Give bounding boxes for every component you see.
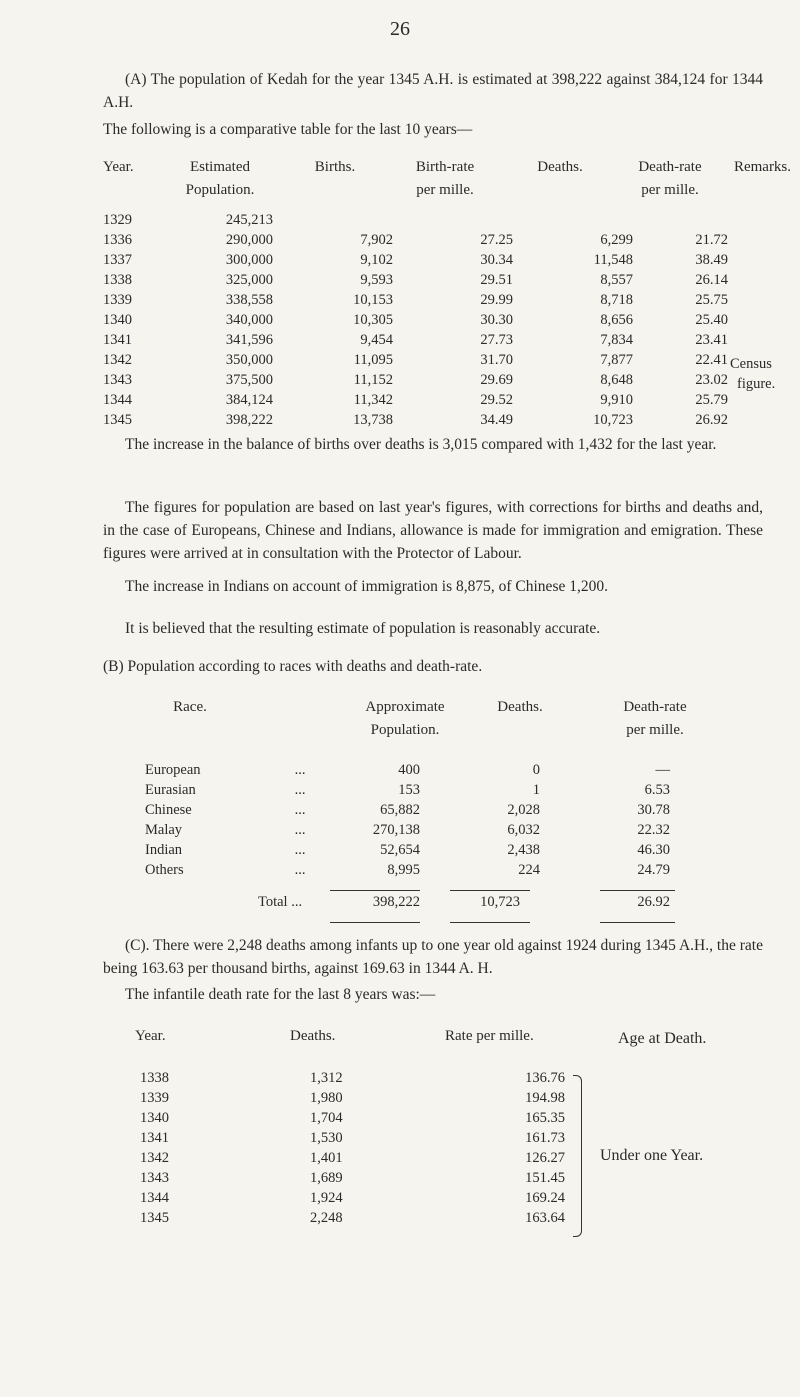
cell-death-rate: 38.49 [695, 252, 728, 268]
cell-births: 11,342 [353, 392, 393, 408]
cell-births: 11,152 [353, 372, 393, 388]
cell-birth-rate: 27.25 [480, 232, 513, 248]
table-row [140, 1190, 565, 1210]
rule-deaths-total [450, 890, 530, 891]
cell-deaths: 1,401 [310, 1150, 343, 1166]
col-race-death-rate-header-1: Death-rate [623, 699, 687, 715]
section-c-para: (C). There were 2,248 deaths among infants up to one year old against 1924 during 1345 A.H., the rate being 163.63 per thousand births, against 169.63 in 1344 A. H. [103, 937, 763, 977]
col-death-rate-header-1: Death-rate [638, 159, 702, 175]
cell-year: 1336 [103, 232, 132, 248]
cell-deaths: 2,248 [310, 1210, 343, 1226]
table-row [103, 212, 728, 232]
cell-population: 375,500 [225, 372, 273, 388]
col-birth-rate-header-1: Birth-rate [415, 159, 475, 175]
cell-race: European [145, 762, 201, 778]
cell-birth-rate: 29.69 [480, 372, 513, 388]
table-row [103, 272, 728, 292]
cell-birth-rate: 30.30 [480, 312, 513, 328]
cell-deaths: 2,028 [507, 802, 540, 818]
cell-year: 1341 [103, 332, 132, 348]
table-row [103, 352, 728, 372]
section-a-lead: The following is a comparative table for the last 10 years— [103, 121, 473, 138]
table-row [103, 392, 728, 412]
cell-deaths: 7,877 [600, 352, 633, 368]
remark-census: Census [730, 356, 772, 372]
cell-year: 1343 [140, 1170, 169, 1186]
cell-population: 65,882 [380, 802, 420, 818]
cell-birth-rate: 34.49 [480, 412, 513, 428]
cell-death-rate [633, 212, 728, 232]
cell-year: 1344 [103, 392, 132, 408]
cell-year: 1342 [103, 352, 132, 368]
race-table [145, 762, 670, 882]
cell-deaths: 6,032 [507, 822, 540, 838]
col-population-header-1: Estimated [190, 159, 250, 175]
table-row [103, 412, 728, 432]
cell-population: 325,000 [225, 272, 273, 288]
table-row [103, 252, 728, 272]
col-infant-rate-header: Rate per mille. [445, 1028, 534, 1044]
col-infant-deaths-header: Deaths. [290, 1028, 336, 1044]
comparative-table [103, 212, 728, 432]
cell-rate: 165.35 [525, 1110, 565, 1126]
section-a-intro: (A) The population of Kedah for the year 1345 A.H. is estimated at 398,222 against 384,124 for 1344 A.H. [103, 71, 763, 111]
col-deaths-header: Deaths. [537, 159, 583, 175]
cell-year: 1342 [140, 1150, 169, 1166]
cell-year: 1345 [140, 1210, 169, 1226]
table-row [140, 1150, 565, 1170]
cell-rate: 169.24 [525, 1190, 565, 1206]
age-under-one-year: Under one Year. [600, 1147, 704, 1164]
cell-deaths: 1,980 [310, 1090, 343, 1106]
rule-deaths-under [450, 922, 530, 923]
cell-death-rate: 24.79 [637, 862, 670, 878]
cell-death-rate: 25.75 [695, 292, 728, 308]
cell-births: 7,902 [360, 232, 393, 248]
cell-death-rate: 30.78 [637, 802, 670, 818]
table-row [145, 822, 670, 842]
cell-year: 1339 [140, 1090, 169, 1106]
cell-population: 350,000 [225, 352, 273, 368]
cell-year: 1338 [140, 1070, 169, 1086]
cell-death-rate: 6.53 [644, 782, 670, 798]
para-increase: The increase in the balance of births over deaths is 3,015 compared with 1,432 for the last year. [125, 436, 717, 453]
infant-death-table [140, 1070, 565, 1230]
cell-births: 9,454 [360, 332, 393, 348]
table-row [145, 862, 670, 882]
cell-death-rate: 23.41 [695, 332, 728, 348]
rule-death-rate-under [600, 922, 675, 923]
cell-deaths: 6,299 [600, 232, 633, 248]
table-row [140, 1090, 565, 1110]
cell-rate: 161.73 [525, 1130, 565, 1146]
cell-rate: 126.27 [525, 1150, 565, 1166]
para-indians: The increase in Indians on account of immigration is 8,875, of Chinese 1,200. [125, 578, 608, 595]
remark-figure: figure. [737, 376, 776, 392]
table-row [103, 312, 728, 332]
cell-birth-rate [393, 212, 513, 232]
cell-birth-rate: 29.51 [480, 272, 513, 288]
table-row [103, 372, 728, 392]
cell-deaths: 7,834 [600, 332, 633, 348]
table-row [103, 332, 728, 352]
table-row [145, 802, 670, 822]
cell-deaths: 1,689 [310, 1170, 343, 1186]
cell-population: 290,000 [225, 232, 273, 248]
col-birth-rate-header-2: per mille. [416, 182, 474, 198]
cell-dots: ... [294, 762, 306, 778]
cell-births: 10,305 [353, 312, 393, 328]
table-row [145, 842, 670, 862]
rule-population-total [330, 890, 420, 891]
cell-year: 1339 [103, 292, 132, 308]
cell-death-rate: 26.14 [695, 272, 728, 288]
cell-deaths: 0 [532, 762, 540, 778]
cell-birth-rate: 31.70 [480, 352, 513, 368]
col-remarks-header: Remarks. [733, 159, 792, 175]
cell-death-rate: 23.02 [695, 372, 728, 388]
cell-year: 1340 [103, 312, 132, 328]
cell-deaths: 8,718 [600, 292, 633, 308]
cell-births: 13,738 [353, 412, 393, 428]
cell-death-rate: 22.41 [695, 352, 728, 368]
cell-rate: 136.76 [525, 1070, 565, 1086]
col-population-header-2: Population. [185, 182, 255, 198]
cell-death-rate: — [655, 762, 670, 778]
page-number: 26 [390, 18, 410, 40]
col-approx-population-header-2: Population. [370, 722, 440, 738]
cell-birth-rate: 29.99 [480, 292, 513, 308]
cell-deaths [513, 212, 633, 232]
cell-death-rate: 21.72 [695, 232, 728, 248]
cell-year: 1344 [140, 1190, 169, 1206]
cell-race: Malay [145, 822, 183, 838]
table-row [103, 232, 728, 252]
cell-deaths: 224 [518, 862, 540, 878]
cell-death-rate: 22.32 [637, 822, 670, 838]
cell-deaths: 9,910 [600, 392, 633, 408]
section-b-heading: (B) Population according to races with deaths and death-rate. [103, 658, 483, 675]
cell-race: Indian [145, 842, 183, 858]
cell-dots: ... [294, 842, 306, 858]
table-row [140, 1110, 565, 1130]
cell-death-rate: 25.79 [695, 392, 728, 408]
cell-year: 1338 [103, 272, 132, 288]
cell-deaths: 10,723 [593, 412, 633, 428]
cell-births [273, 212, 393, 232]
total-deaths: 10,723 [480, 894, 520, 910]
para-believed: It is believed that the resulting estimate of population is reasonably accurate. [125, 620, 601, 637]
cell-dots: ... [294, 862, 306, 878]
cell-population: 300,000 [225, 252, 273, 268]
total-label: Total ... [258, 894, 303, 910]
col-race-death-rate-header-2: per mille. [626, 722, 684, 738]
cell-deaths: 2,438 [507, 842, 540, 858]
cell-deaths: 1 [532, 782, 540, 798]
cell-year: 1329 [103, 212, 132, 228]
cell-population: 340,000 [225, 312, 273, 328]
cell-deaths: 8,557 [600, 272, 633, 288]
cell-population: 384,124 [225, 392, 273, 408]
cell-population: 52,654 [380, 842, 420, 858]
cell-death-rate: 26.92 [695, 412, 728, 428]
cell-birth-rate: 27.73 [480, 332, 513, 348]
cell-population: 8,995 [387, 862, 420, 878]
col-births-header: Births. [314, 159, 356, 175]
cell-deaths: 11,548 [593, 252, 633, 268]
cell-births: 9,593 [360, 272, 393, 288]
rule-population-under [330, 922, 420, 923]
cell-population: 341,596 [225, 332, 273, 348]
cell-deaths: 1,312 [310, 1070, 343, 1086]
cell-year: 1343 [103, 372, 132, 388]
col-year-header: Year. [103, 159, 134, 175]
table-row [145, 762, 670, 782]
para-figures: The figures for population are based on last year's figures, with corrections for births and deaths and, in the case of Europeans, Chinese and Indians, allowance is made for immigration and emigration. These figures were arrived at in consultation with the Protector of Labour. [103, 499, 763, 562]
cell-death-rate: 46.30 [637, 842, 670, 858]
table-row [140, 1170, 565, 1190]
col-race-deaths-header: Deaths. [497, 699, 543, 715]
cell-deaths: 8,656 [600, 312, 633, 328]
cell-population: 245,213 [225, 212, 273, 228]
cell-deaths: 1,924 [310, 1190, 343, 1206]
col-age-at-death-header: Age at Death. [618, 1030, 707, 1047]
rule-death-rate-total [600, 890, 675, 891]
section-c-lead: The infantile death rate for the last 8 years was:— [125, 986, 436, 1003]
table-row [140, 1070, 565, 1090]
cell-population: 398,222 [225, 412, 273, 428]
cell-deaths: 8,648 [600, 372, 633, 388]
table-row [140, 1210, 565, 1230]
cell-dots: ... [294, 822, 306, 838]
cell-year: 1337 [103, 252, 132, 268]
cell-population: 400 [398, 762, 420, 778]
cell-rate: 163.64 [525, 1210, 565, 1226]
cell-rate: 194.98 [525, 1090, 565, 1106]
cell-population: 338,558 [225, 292, 273, 308]
cell-births: 11,095 [353, 352, 393, 368]
cell-rate: 151.45 [525, 1170, 565, 1186]
cell-births: 9,102 [360, 252, 393, 268]
cell-dots: ... [294, 782, 306, 798]
cell-race: Others [145, 862, 184, 878]
cell-births: 10,153 [353, 292, 393, 308]
cell-year: 1341 [140, 1130, 169, 1146]
cell-year: 1340 [140, 1110, 169, 1126]
cell-year: 1345 [103, 412, 132, 428]
cell-deaths: 1,530 [310, 1130, 343, 1146]
cell-death-rate: 25.40 [695, 312, 728, 328]
total-population: 398,222 [372, 894, 420, 910]
cell-birth-rate: 29.52 [480, 392, 513, 408]
col-approx-population-header-1: Approximate [365, 699, 445, 715]
col-infant-year-header: Year. [135, 1028, 166, 1044]
cell-population: 270,138 [372, 822, 420, 838]
cell-race: Chinese [145, 802, 192, 818]
cell-birth-rate: 30.34 [480, 252, 513, 268]
cell-race: Eurasian [145, 782, 196, 798]
table-row [140, 1130, 565, 1150]
cell-population: 153 [398, 782, 420, 798]
table-row [103, 292, 728, 312]
cell-deaths: 1,704 [310, 1110, 343, 1126]
col-race-header: Race. [173, 699, 207, 715]
cell-dots: ... [294, 802, 306, 818]
total-death-rate: 26.92 [637, 894, 670, 910]
age-brace [573, 1075, 582, 1237]
table-row [145, 782, 670, 802]
col-death-rate-header-2: per mille. [641, 182, 699, 198]
